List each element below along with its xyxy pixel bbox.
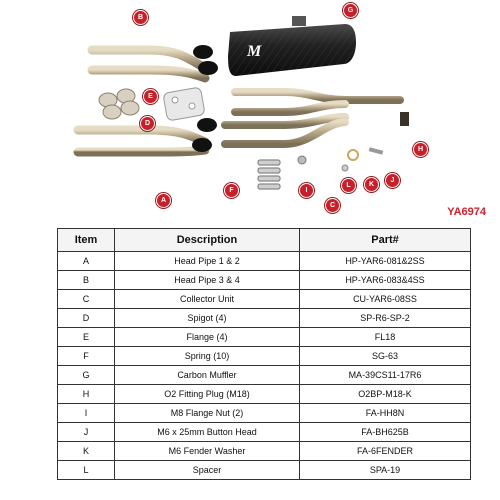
table-row (58, 423, 471, 442)
part-number-cell: HP-YAR6-083&4SS (300, 271, 471, 290)
description-cell: Carbon Muffler (115, 366, 300, 385)
table-row (58, 347, 471, 366)
part-number-cell: HP-YAR6-081&2SS (300, 252, 471, 271)
callout-i: I (299, 183, 314, 198)
table-row (58, 404, 471, 423)
spacer (342, 165, 348, 171)
description-cell: M6 Fender Washer (115, 442, 300, 461)
item-cell: D (58, 309, 115, 328)
item-cell: E (58, 328, 115, 347)
header-description: Description (115, 229, 300, 252)
table-row (58, 461, 471, 480)
callout-h: H (413, 142, 428, 157)
part-number-cell: CU-YAR6-08SS (300, 290, 471, 309)
item-cell: L (58, 461, 115, 480)
part-number-cell: FA-HH8N (300, 404, 471, 423)
table-row (58, 328, 471, 347)
header-item: Item (58, 229, 115, 252)
table-row (58, 442, 471, 461)
callout-g: G (343, 3, 358, 18)
collector-unit (225, 92, 400, 144)
callout-k: K (364, 177, 379, 192)
description-cell: Spigot (4) (115, 309, 300, 328)
item-cell: H (58, 385, 115, 404)
table-row (58, 271, 471, 290)
callout-c: C (325, 198, 340, 213)
description-cell: Spacer (115, 461, 300, 480)
parts-table (57, 228, 471, 480)
item-cell: K (58, 442, 115, 461)
table-row (58, 290, 471, 309)
fender-washer (348, 150, 358, 160)
description-cell: M8 Flange Nut (2) (115, 404, 300, 423)
table-row (58, 252, 471, 271)
part-number-cell: SP-R6-SP-2 (300, 309, 471, 328)
table-row (58, 366, 471, 385)
spigot-set (99, 89, 139, 119)
callout-l: L (341, 178, 356, 193)
carbon-muffler (228, 16, 356, 76)
callout-a: A (156, 193, 171, 208)
item-cell: G (58, 366, 115, 385)
callout-j: J (385, 173, 400, 188)
callout-e: E (143, 89, 158, 104)
part-number-cell: SPA-19 (300, 461, 471, 480)
table-row (58, 309, 471, 328)
part-number-cell: MA-39CS11-17R6 (300, 366, 471, 385)
callout-d: D (140, 116, 155, 131)
head-pipe-3-4 (92, 50, 205, 78)
description-cell: Flange (4) (115, 328, 300, 347)
table-row (58, 385, 471, 404)
description-cell: M6 x 25mm Button Head (115, 423, 300, 442)
flange-set (163, 87, 205, 121)
description-cell: Head Pipe 3 & 4 (115, 271, 300, 290)
description-cell: O2 Fitting Plug (M18) (115, 385, 300, 404)
part-number-cell: FA-BH625B (300, 423, 471, 442)
head-pipe-1-2 (78, 130, 205, 152)
item-cell: C (58, 290, 115, 309)
callout-b: B (133, 10, 148, 25)
exhaust-parts-photo (0, 0, 500, 222)
flange-nut (298, 156, 306, 164)
item-cell: F (58, 347, 115, 366)
part-number-cell: FL18 (300, 328, 471, 347)
part-number-cell: FA-6FENDER (300, 442, 471, 461)
description-cell: Spring (10) (115, 347, 300, 366)
part-number-cell: SG-63 (300, 347, 471, 366)
table-header-row (58, 229, 471, 252)
part-number-cell: O2BP-M18-K (300, 385, 471, 404)
svg-text:M: M (247, 43, 262, 60)
item-cell: I (58, 404, 115, 423)
callout-f: F (224, 183, 239, 198)
o2-fitting-plug (400, 112, 409, 126)
header-part-number: Part# (300, 229, 471, 252)
item-cell: A (58, 252, 115, 271)
spring-set (258, 160, 280, 189)
description-cell: Head Pipe 1 & 2 (115, 252, 300, 271)
button-head-bolt (369, 147, 384, 154)
description-cell: Collector Unit (115, 290, 300, 309)
item-cell: J (58, 423, 115, 442)
item-cell: B (58, 271, 115, 290)
kit-part-code: YA6974 (447, 206, 486, 218)
